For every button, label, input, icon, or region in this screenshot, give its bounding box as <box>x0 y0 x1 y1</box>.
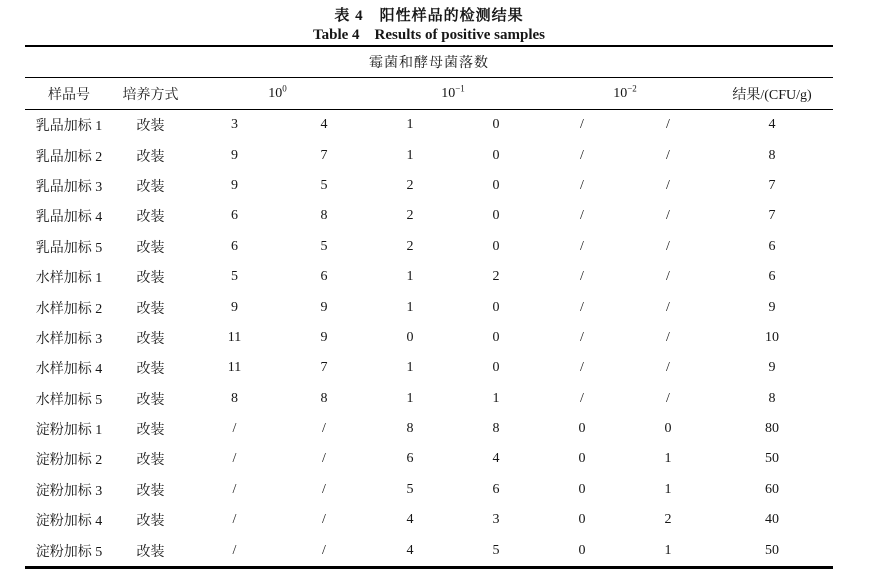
result-cfu-cell: 9 <box>768 360 776 376</box>
sample-id-cell: 水样加标 2 <box>35 301 103 317</box>
count-10e0-plate1-cell: 9 <box>231 299 238 315</box>
count-10e-2-plate2-cell: / <box>666 329 670 345</box>
table-row <box>25 292 833 322</box>
span-header-row <box>25 46 833 78</box>
count-10e0-plate2-cell: 8 <box>320 208 328 224</box>
count-10e-1-plate1-cell: 1 <box>406 117 414 133</box>
dilution-base: 10 <box>613 85 628 101</box>
count-10e0-plate2-cell: 5 <box>320 238 328 254</box>
column-header-row <box>25 78 833 110</box>
sample-id-cell: 淀粉加标 2 <box>35 453 103 469</box>
dilution-exponent: −1 <box>455 82 465 93</box>
count-10e-1-plate1-cell: 6 <box>406 451 414 467</box>
culture-method-cell: 改装 <box>136 179 165 195</box>
sample-id-cell: 乳品加标 5 <box>35 240 103 256</box>
count-10e-2-plate2-cell: / <box>666 208 670 224</box>
culture-method-cell: 改装 <box>136 210 165 226</box>
count-10e-1-plate2-cell: 1 <box>492 390 500 406</box>
count-10e-1-plate2-cell: 0 <box>492 360 500 376</box>
table-title-zh: 表 4 阳性样品的检测结果 <box>334 8 524 24</box>
table-row <box>25 535 833 567</box>
results-table <box>25 45 833 569</box>
count-10e-2-plate1-cell: 0 <box>578 512 586 528</box>
count-10e-1-plate2-cell: 0 <box>492 147 500 163</box>
culture-method-cell: 改装 <box>136 301 165 317</box>
sample-id-cell: 淀粉加标 4 <box>35 514 103 530</box>
count-10e0-plate1-cell: 9 <box>231 177 238 193</box>
table-row <box>25 414 833 444</box>
culture-method-cell: 改装 <box>136 483 165 499</box>
count-10e0-plate2-cell: 9 <box>320 299 328 315</box>
culture-method-cell: 改装 <box>136 149 165 165</box>
count-10e-1-plate2-cell: 6 <box>492 481 500 497</box>
count-10e0-plate2-cell: / <box>322 421 326 437</box>
count-10e-2-plate1-cell: / <box>580 238 584 254</box>
table-row <box>25 475 833 505</box>
count-10e-2-plate1-cell: / <box>580 360 584 376</box>
result-cfu-cell: 40 <box>765 512 780 528</box>
dilution-base: 10 <box>268 85 283 101</box>
sample-id-cell: 水样加标 1 <box>35 271 103 287</box>
count-10e0-plate1-cell: / <box>232 542 237 558</box>
result-cfu-cell: 4 <box>768 117 776 133</box>
count-10e-2-plate2-cell: / <box>666 117 670 133</box>
count-10e-2-plate1-cell: 0 <box>578 542 586 558</box>
result-cfu-cell: 6 <box>768 238 776 254</box>
count-10e-1-plate1-cell: 1 <box>406 360 414 376</box>
count-10e0-plate2-cell: / <box>322 481 326 497</box>
table-row <box>25 323 833 353</box>
count-10e0-plate2-cell: / <box>322 542 326 558</box>
count-10e0-plate2-cell: / <box>322 451 326 467</box>
culture-method-cell: 改装 <box>136 331 165 347</box>
culture-method-cell: 改装 <box>136 514 165 530</box>
sample-id-cell: 水样加标 5 <box>35 392 103 408</box>
count-10e-1-plate2-cell: 0 <box>492 299 500 315</box>
count-10e-2-plate2-cell: 1 <box>664 542 672 558</box>
count-10e-1-plate1-cell: 4 <box>406 542 414 558</box>
count-10e0-plate2-cell: / <box>322 512 326 528</box>
count-10e0-plate2-cell: 7 <box>320 147 328 163</box>
count-10e-2-plate2-cell: 2 <box>664 512 672 528</box>
count-10e-2-plate2-cell: / <box>666 238 670 254</box>
count-10e0-plate1-cell: / <box>232 421 237 437</box>
culture-method-cell: 改装 <box>136 453 165 469</box>
result-cfu-cell: 50 <box>765 451 780 467</box>
count-10e-2-plate1-cell: / <box>580 208 584 224</box>
result-cfu-cell: 80 <box>765 421 780 437</box>
count-10e-1-plate2-cell: 0 <box>492 117 500 133</box>
count-10e-1-plate1-cell: 2 <box>406 177 414 193</box>
count-10e-2-plate2-cell: / <box>666 177 670 193</box>
result-cfu-cell: 60 <box>765 481 780 497</box>
span-header-mold-yeast-count: 霉菌和酵母菌落数 <box>25 46 833 78</box>
culture-method-cell: 改装 <box>136 119 165 135</box>
count-10e0-plate1-cell: 3 <box>231 117 238 133</box>
sample-id-cell: 淀粉加标 5 <box>35 544 103 560</box>
count-10e0-plate2-cell: 4 <box>320 117 328 133</box>
table-caption <box>25 7 833 45</box>
table-row <box>25 232 833 262</box>
count-10e-2-plate1-cell: 0 <box>578 421 586 437</box>
count-10e-2-plate2-cell: 0 <box>664 421 672 437</box>
count-10e-2-plate1-cell: / <box>580 177 584 193</box>
count-10e0-plate2-cell: 9 <box>320 329 328 345</box>
table-row <box>25 353 833 383</box>
count-10e0-plate1-cell: 11 <box>227 360 242 376</box>
culture-method-cell: 改装 <box>136 544 165 560</box>
sample-id-cell: 乳品加标 4 <box>35 210 103 226</box>
count-10e-1-plate2-cell: 0 <box>492 329 500 345</box>
sample-id-cell: 水样加标 4 <box>35 362 103 378</box>
count-10e-1-plate1-cell: 1 <box>406 390 414 406</box>
culture-method-cell: 改装 <box>136 392 165 408</box>
sample-id-cell: 乳品加标 1 <box>35 119 103 135</box>
count-10e-1-plate1-cell: 5 <box>406 481 414 497</box>
count-10e0-plate2-cell: 8 <box>320 390 328 406</box>
table-row <box>25 171 833 201</box>
dilution-exponent: 0 <box>282 82 287 93</box>
count-10e-2-plate2-cell: / <box>666 147 670 163</box>
count-10e-2-plate1-cell: 0 <box>578 451 586 467</box>
count-10e-1-plate1-cell: 2 <box>406 238 414 254</box>
dilution-base: 10 <box>441 85 456 101</box>
col-header-sample-id: 样品号 <box>25 78 113 110</box>
count-10e0-plate1-cell: 11 <box>227 329 242 345</box>
sample-id-cell: 乳品加标 2 <box>35 149 103 165</box>
count-10e-2-plate2-cell: / <box>666 390 670 406</box>
count-10e-1-plate1-cell: 1 <box>406 269 414 285</box>
table-row <box>25 140 833 170</box>
count-10e-1-plate2-cell: 5 <box>492 542 500 558</box>
col-header-dilution-10e-1 <box>367 78 539 110</box>
count-10e-2-plate1-cell: / <box>580 117 584 133</box>
count-10e0-plate1-cell: 9 <box>231 147 238 163</box>
result-cfu-cell: 50 <box>765 542 780 558</box>
count-10e-2-plate2-cell: / <box>666 299 670 315</box>
count-10e-1-plate2-cell: 2 <box>492 269 500 285</box>
table-body <box>25 110 833 568</box>
count-10e0-plate1-cell: / <box>232 481 237 497</box>
table-row <box>25 505 833 535</box>
table-row <box>25 444 833 474</box>
count-10e-2-plate2-cell: 1 <box>664 451 672 467</box>
table-title-en: Table 4 Results of positive samples <box>313 27 545 43</box>
sample-id-cell: 乳品加标 3 <box>35 179 103 195</box>
count-10e0-plate1-cell: / <box>232 512 237 528</box>
culture-method-cell: 改装 <box>136 240 165 256</box>
table-row <box>25 262 833 292</box>
table-row <box>25 201 833 231</box>
culture-method-cell: 改装 <box>136 423 165 439</box>
sample-id-cell: 淀粉加标 3 <box>35 483 103 499</box>
count-10e-1-plate2-cell: 8 <box>492 421 500 437</box>
count-10e-2-plate1-cell: / <box>580 147 584 163</box>
count-10e-1-plate1-cell: 2 <box>406 208 414 224</box>
count-10e-1-plate1-cell: 1 <box>406 147 414 163</box>
count-10e-1-plate2-cell: 4 <box>492 451 500 467</box>
count-10e0-plate1-cell: 5 <box>231 269 238 285</box>
col-header-dilution-10e-2 <box>539 78 711 110</box>
count-10e0-plate2-cell: 5 <box>320 177 328 193</box>
count-10e-1-plate2-cell: 0 <box>492 208 500 224</box>
count-10e-2-plate1-cell: / <box>580 390 584 406</box>
count-10e-1-plate1-cell: 1 <box>406 299 414 315</box>
col-header-culture-method: 培养方式 <box>113 78 188 110</box>
table-row <box>25 110 833 141</box>
count-10e-2-plate1-cell: 0 <box>578 481 586 497</box>
result-cfu-cell: 7 <box>768 208 776 224</box>
sample-id-cell: 淀粉加标 1 <box>35 423 103 439</box>
count-10e0-plate2-cell: 6 <box>320 269 328 285</box>
result-cfu-cell: 7 <box>768 177 776 193</box>
count-10e0-plate1-cell: 6 <box>231 208 238 224</box>
sample-id-cell: 水样加标 3 <box>35 331 103 347</box>
count-10e0-plate2-cell: 7 <box>320 360 328 376</box>
count-10e-1-plate2-cell: 0 <box>492 238 500 254</box>
count-10e0-plate1-cell: / <box>232 451 237 467</box>
dilution-exponent: −2 <box>627 82 637 93</box>
count-10e-2-plate2-cell: / <box>666 269 670 285</box>
count-10e-1-plate2-cell: 3 <box>492 512 500 528</box>
col-header-result-cfu: 结果/(CFU/g) <box>711 78 833 110</box>
culture-method-cell: 改装 <box>136 362 165 378</box>
result-cfu-cell: 9 <box>768 299 776 315</box>
count-10e-1-plate1-cell: 8 <box>406 421 414 437</box>
result-cfu-cell: 10 <box>765 329 780 345</box>
result-cfu-cell: 6 <box>768 269 776 285</box>
count-10e0-plate1-cell: 8 <box>231 390 238 406</box>
count-10e-2-plate2-cell: 1 <box>664 481 672 497</box>
count-10e-1-plate1-cell: 0 <box>406 329 414 345</box>
table-row <box>25 384 833 414</box>
col-header-dilution-10e0 <box>188 78 367 110</box>
result-cfu-cell: 8 <box>768 147 776 163</box>
count-10e-2-plate1-cell: / <box>580 299 584 315</box>
count-10e0-plate1-cell: 6 <box>231 238 238 254</box>
result-cfu-cell: 8 <box>768 390 776 406</box>
count-10e-2-plate1-cell: / <box>580 269 584 285</box>
count-10e-2-plate2-cell: / <box>666 360 670 376</box>
culture-method-cell: 改装 <box>136 271 165 287</box>
count-10e-1-plate2-cell: 0 <box>492 177 500 193</box>
count-10e-1-plate1-cell: 4 <box>406 512 414 528</box>
count-10e-2-plate1-cell: / <box>580 329 584 345</box>
